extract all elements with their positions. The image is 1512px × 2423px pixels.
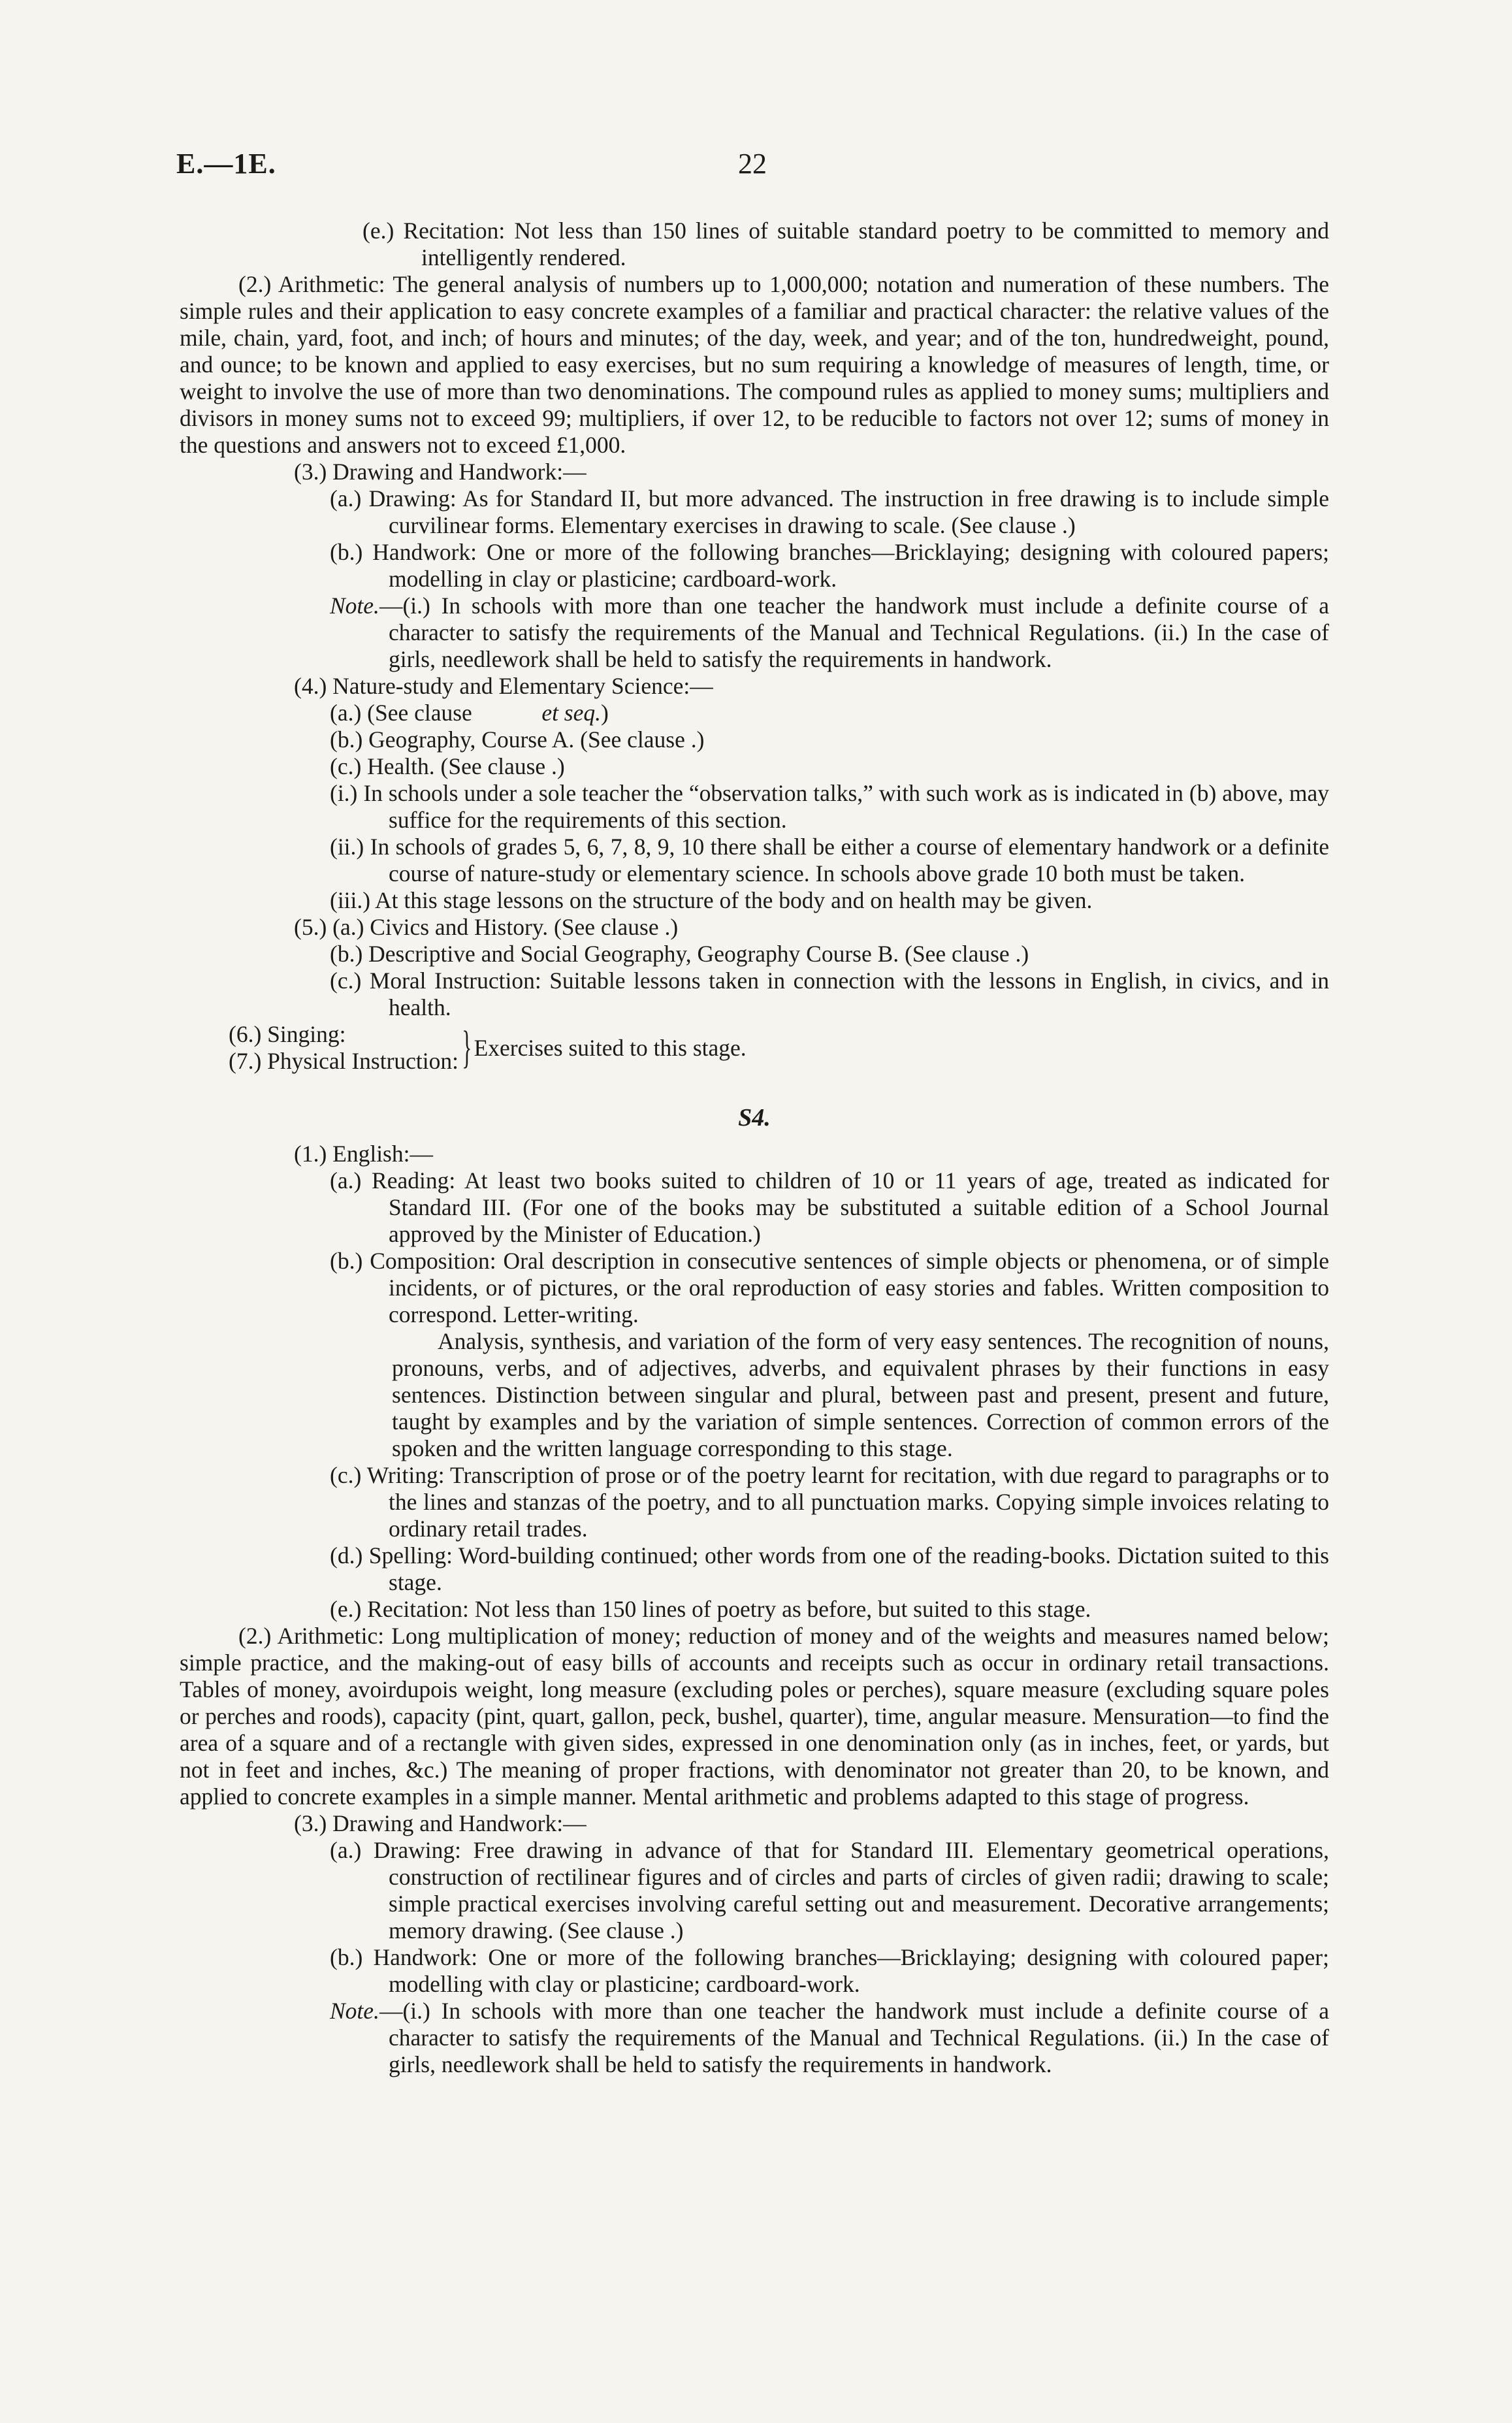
brace-text: Exercises suited to this stage.: [474, 1034, 747, 1061]
s4-analysis: Analysis, synthesis, and variation of the form of very easy sentences. The recognition of nouns, pronouns, verbs, and of adjectives, adverbs, and equivalent phrases by their functions in easy sentences. Distinction between singular and plural, between past and present, present and future, taught by examples and by the variation of simple sentences. Correction of common errors of the spoken and the written language corresponding to this stage.: [392, 1328, 1329, 1461]
s4-handwork: (b.) Handwork: One or more of the following branches—Bricklaying; designing with coloured paper; modelling with clay or plasticine; cardboard-work.: [330, 1944, 1329, 1997]
s3-ns-i: (i.) In schools under a sole teacher the “observation talks,” with such work as is indicated in (b) above, may suffice for the requirements of this section.: [330, 780, 1329, 833]
s3-civics-c: (c.) Moral Instruction: Suitable lessons taken in connection with the lessons in English, in civics, and in health.: [330, 968, 1329, 1020]
s3-nature-study-heading: (4.) Nature-study and Elementary Science:—: [294, 673, 713, 699]
s3-ns-c: (c.) Health. (See clause .): [330, 753, 565, 779]
note-label: Note.: [330, 593, 379, 619]
physical-instruction-label: (7.) Physical Instruction:: [229, 1048, 458, 1074]
s3-handwork: (b.) Handwork: One or more of the following branches—Bricklaying; designing with coloured papers; modelling in clay or plasticine; cardboard-work.: [330, 539, 1329, 592]
page-header: [176, 147, 1336, 193]
s4-reading: (a.) Reading: At least two books suited to children of 10 or 11 years of age, treated as indicated for Standard III. (For one of the books may be substituted a suitable edition of a School Journal approved by the Minister of Education.): [330, 1167, 1329, 1247]
s3-civics-b: (b.) Descriptive and Social Geography, Geography Course B. (See clause .): [330, 941, 1029, 967]
document-code: E.—1E.: [176, 148, 276, 180]
s3-note: [180, 593, 1329, 673]
singing-label: (6.) Singing:: [229, 1021, 346, 1047]
page-body: [180, 218, 1329, 2078]
s3-ns-ii: (ii.) In schools of grades 5, 6, 7, 8, 9, 10 there shall be either a course of elementary handwork or a definite course of nature-study or elementary science. In schools above grade 10 both must be taken.: [330, 834, 1329, 886]
right-brace-icon: }: [462, 1022, 472, 1073]
note-text: —(i.) In schools with more than one teacher the handwork must include a definite course of a character to satisfy the requirements of the Manual and Technical Regulations. (ii.) In the case of girls, needlework shall be held to satisfy the requirements in handwork.: [379, 1998, 1329, 2077]
note-label: Note.: [330, 1998, 379, 2024]
s4-recitation: (e.) Recitation: Not less than 150 lines of poetry as before, but suited to this stage.: [330, 1596, 1091, 1622]
brace-labels: [229, 1021, 458, 1075]
s4-english-heading: (1.) English:—: [294, 1141, 433, 1167]
s3-recitation: (e.) Recitation: Not less than 150 lines of suitable standard poetry to be committed to memory and intelligently rendered.: [362, 218, 1329, 270]
s4-drawing-handwork-heading: (3.) Drawing and Handwork:—: [294, 1810, 587, 1836]
ns-a-suffix: ): [601, 700, 609, 726]
s3-civics-a: (5.) (a.) Civics and History. (See clause .): [294, 914, 679, 940]
page-number: 22: [738, 148, 767, 180]
s4-writing: (c.) Writing: Transcription of prose or of the poetry learnt for recitation, with due regard to paragraphs or to the lines and stanzas of the poetry, and to all punctuation marks. Copying simple invoices relating to ordinary retail trades.: [330, 1462, 1329, 1542]
s4-heading: S4.: [738, 1104, 771, 1131]
s3-ns-iii: (iii.) At this stage lessons on the structure of the body and on health may be given.: [330, 887, 1093, 913]
s3-ns-a: [180, 700, 1329, 726]
ns-a-italic: et seq.: [541, 700, 602, 726]
s3-drawing: (a.) Drawing: As for Standard II, but more advanced. The instruction in free drawing is to include simple curvilinear forms. Elementary exercises in drawing to scale. (See clause .): [330, 485, 1329, 538]
singing-physical-group: [180, 1021, 1329, 1075]
s3-drawing-handwork-heading: (3.) Drawing and Handwork:—: [294, 459, 587, 485]
s4-arithmetic: (2.) Arithmetic: Long multiplication of money; reduction of money and of the weights and measures named below; simple practice, and the making-out of easy bills of accounts and receipts such as occur in ordinary retail transactions. Tables of money, avoirdupois weight, long measure (excluding poles or perches), square measure (excluding square poles or perches and roods), capacity (pint, quart, gallon, peck, bushel, quarter), time, angular measure. Mensuration—to find the area of a square and of a rectangle with given sides, expressed in one denomination only (as in inches, feet, or yards, but not in feet and inches, &c.) The meaning of proper fractions, with denominator not greater than 20, to be known, and applied to concrete examples in a simple manner. Mental arithmetic and problems adapted to this stage of progress.: [180, 1623, 1329, 1810]
s4-drawing: (a.) Drawing: Free drawing in advance of that for Standard III. Elementary geometrical operations, construction of rectilinear figures and of circles and parts of circles of given radii; drawing to scale; simple practical exercises involving careful setting out and measurement. Decorative arrangements; memory drawing. (See clause .): [330, 1837, 1329, 1943]
note-text: —(i.) In schools with more than one teacher the handwork must include a definite course of a character to satisfy the requirements of the Manual and Technical Regulations. (ii.) In the case of girls, needlework shall be held to satisfy the requirements in handwork.: [379, 593, 1329, 672]
s4-spelling: (d.) Spelling: Word-building continued; other words from one of the reading-books. Dictation suited to this stage.: [330, 1542, 1329, 1595]
s4-note: [180, 1998, 1329, 2078]
s3-ns-b: (b.) Geography, Course A. (See clause .): [330, 726, 705, 753]
s3-arithmetic: (2.) Arithmetic: The general analysis of numbers up to 1,000,000; notation and numeration of these numbers. The simple rules and their application to easy concrete examples of a familiar and practical character: the relative values of the mile, chain, yard, foot, and inch; of hours and minutes; of the day, week, and year; and of the ton, hundredweight, pound, and ounce; to be known and applied to easy exercises, but no sum requiring a knowledge of measures of length, time, or weight to involve the use of more than two denominations. The compound rules as applied to money sums; multipliers and divisors in money sums not to exceed 99; multipliers, if over 12, to be reducible to factors not over 12; sums of money in the questions and answers not to exceed £1,000.: [180, 271, 1329, 458]
ns-a-prefix: (a.) (See clause: [330, 700, 472, 726]
s4-composition: (b.) Composition: Oral description in consecutive sentences of simple objects or phenomena, or of simple incidents, or of pictures, or the oral reproduction of easy stories and fables. Written composition to correspond. Letter-writing.: [330, 1248, 1329, 1327]
